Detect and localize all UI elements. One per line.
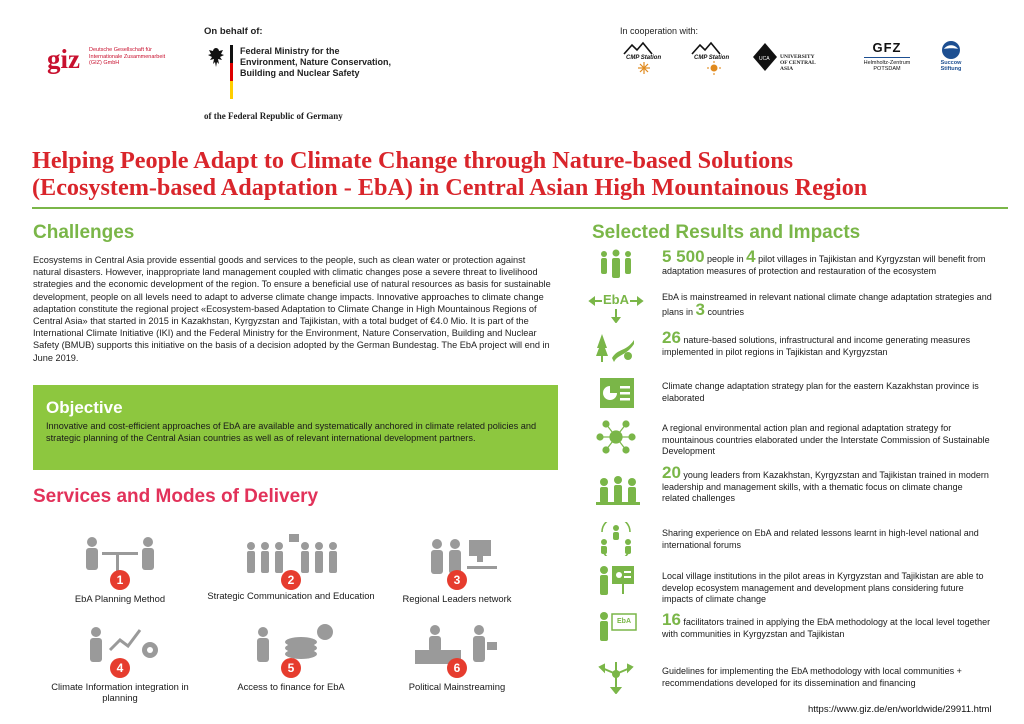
leaders-network-icon [407,532,507,587]
objective-text: Innovative and cost-efficient approaches of EbA are available and systematically anchored in climate related policies and strategic planning of the Central Asian countries as well as of relevant international development partners. [46,421,537,444]
strategy-plan-icon [596,376,636,410]
succow-logo [934,40,968,72]
village-people-icon [596,248,636,282]
service-label: Strategic Communication and Education [207,590,375,601]
result-text-part: EbA is mainstreamed in relevant national climate change adaptation strategies and plans in [662,292,992,317]
federal-eagle-icon [206,47,226,69]
results-heading: Selected Results and Impacts [592,222,861,243]
result-figure: 4 [746,247,756,266]
result-figure: 26 [662,328,681,347]
succow-text: Succow Stiftung [940,60,962,72]
result-figure: 16 [662,610,681,629]
service-item [206,620,376,692]
succow-globe-logo [940,40,962,60]
title-line-1: Helping People Adapt to Climate Change through Nature-based Solutions [32,147,794,174]
service-label: Political Mainstreaming [408,681,506,692]
svg-text:UCA: UCA [759,56,770,62]
ministry-line-3: Building and Nuclear Safety [240,68,360,78]
uca-text: UNIVERSITY OF CENTRAL ASIA [780,54,816,72]
service-item [35,532,205,604]
gfz-text: GFZ [872,40,902,55]
result-text [662,247,992,277]
service-item [372,532,542,604]
gfz-logo [862,40,912,72]
service-number-badge: 2 [281,570,301,590]
result-text [662,463,992,505]
service-label: EbA Planning Method [74,593,166,604]
cmp-1-text: CMP Station [626,55,662,61]
service-item [206,532,376,601]
challenges-heading: Challenges [33,222,135,243]
cmp-2-text: CMP Station [694,55,730,61]
uca-mountain-logo [752,42,778,72]
eba-icon-label: EbA [603,292,629,307]
ministry-line-1: Federal Ministry for the [240,46,340,56]
cooperation-label: In cooperation with: [620,26,699,36]
german-flag-bar [230,45,233,99]
result-text [662,328,992,358]
title-divider [32,207,1008,209]
on-behalf-label: On behalf of: [204,26,263,37]
political-meeting-icon [407,620,507,675]
young-leaders-icon [596,474,640,508]
service-number-badge: 1 [110,570,130,590]
network-nodes-icon [596,420,636,454]
service-item [372,620,542,692]
facilitator-eba-icon [596,610,640,644]
objective-heading: Objective [46,398,123,417]
cmp-snowflake-logo [622,40,666,81]
objective-box [33,385,558,470]
service-number-badge: 6 [447,658,467,678]
giz-logo-name: Deutsche Gesellschaft für Internationale Zusammenarbeit (GIZ) GmbH [89,47,166,67]
result-text [662,666,992,689]
result-text-part: people in [704,254,747,264]
nature-solutions-icon [596,330,636,364]
service-label: Regional Leaders network [402,593,512,604]
result-text [662,610,992,640]
result-figure: 3 [695,299,705,319]
result-text-part: Guidelines for implementing the EbA methodology with local communities + recommendations developed for its dissemination and financing [662,666,962,688]
presentation-icon [596,564,636,598]
eba-arrows-icon [588,289,644,323]
title-line-2: (Ecosystem-based Adaptation - EbA) in Central Asian High Mountainous Region [32,174,868,201]
page-title [32,147,992,201]
service-label: Climate Information integration in planning [51,681,189,703]
result-figure: 5 500 [662,247,705,266]
climate-info-icon [70,620,170,675]
result-text [662,423,992,458]
footer-url[interactable]: https://www.giz.de/en/worldwide/29911.html [808,704,992,715]
result-text-part: Local village institutions in the pilot areas in Kyrgyzstan and Tajikistan are able to develop ecosystem management and development plans considering future impacts of climate change [662,571,984,605]
service-number-badge: 5 [281,658,301,678]
giz-logo [47,44,177,78]
result-text-part: facilitators trained in applying the EbA methodology at the local level together with communities in Kyrgyzstan and Tajikistan [662,617,991,639]
cmp-sun-logo [690,40,734,81]
result-text-part: Sharing experience on EbA and related lessons learnt in high-level national and international forums [662,528,979,550]
service-label: Access to finance for EbA [237,681,345,692]
result-figure: 20 [662,463,681,482]
result-text-part: young leaders from Kazakhstan, Kyrgyzstan and Tajikistan trained in modern leadership and management skills, with a thematic focus on climate change related challenges [662,470,989,504]
communication-group-icon [241,532,341,587]
guidelines-arrows-icon [596,660,636,694]
ministry-line-2: Environment, Nature Conservation, [240,57,392,67]
sharing-experience-icon [596,522,636,556]
republic-label: of the Federal Republic of Germany [204,111,343,121]
result-text-part: A regional environmental action plan and regional adaptation strategy for mountainous countries elaborated under the Interstate Commission of Sustainable Development [662,423,990,457]
services-heading: Services and Modes of Delivery [33,486,319,507]
planning-people-icon [70,532,170,587]
result-text-part: Climate change adaptation strategy plan for the eastern Kazakhstan province is elaborated [662,381,979,403]
result-text-part: countries [705,306,745,317]
service-number-badge: 3 [447,570,467,590]
service-item [35,620,205,703]
challenges-text: Ecosystems in Central Asia provide essential goods and services to the people, such as clean water or protection against natural disasters. However, inappropriate land management coupled with climatic changes pose a severe threat to livelihood strategies and the economic development of the region. To ensure a beneficial use of natural resources as basis for sustainable development, people on all levels need to adapt to adverse climate change impacts. Innovative approaches to climate change adaptation constitute the regional project «Ecosystem-based Adaptation to Climate Change in High Mountainous Regions of Central Asia» that started in 2015 in Kazakhstan, Kyrgyzstan and Tajikistan, with a total budget of €4.0 Mio. It is part of the International Climate Initiative (IKI) and the Federal Ministry for the Environment, Nature Conservation, Building and Nuclear Safety (BMUB) supports this initiative on the basis of a decision adopted by the German Bundestag. The EbA project will end in June 2019. [33,255,551,363]
result-text [662,292,992,318]
result-text-part: nature-based solutions, infrastructural and income generating measures implemented in pilot regions in Tajikistan and Kyrgyzstan [662,335,971,357]
giz-logo-word: giz [47,44,80,74]
gfz-sub-text: Helmholtz-Zentrum POTSDAM [863,60,911,72]
result-text-part: pilot villages in Tajikistan and Kyrgyzstan will benefit from adaptation measures of protection and restauration of the ecosystem [662,254,986,276]
result-text [662,381,992,404]
finance-coins-icon [241,620,341,675]
ministry-name [240,46,391,79]
service-number-badge: 4 [110,658,130,678]
result-text [662,571,992,606]
facilitator-eba-label: EbA [617,618,631,625]
result-text [662,528,992,551]
